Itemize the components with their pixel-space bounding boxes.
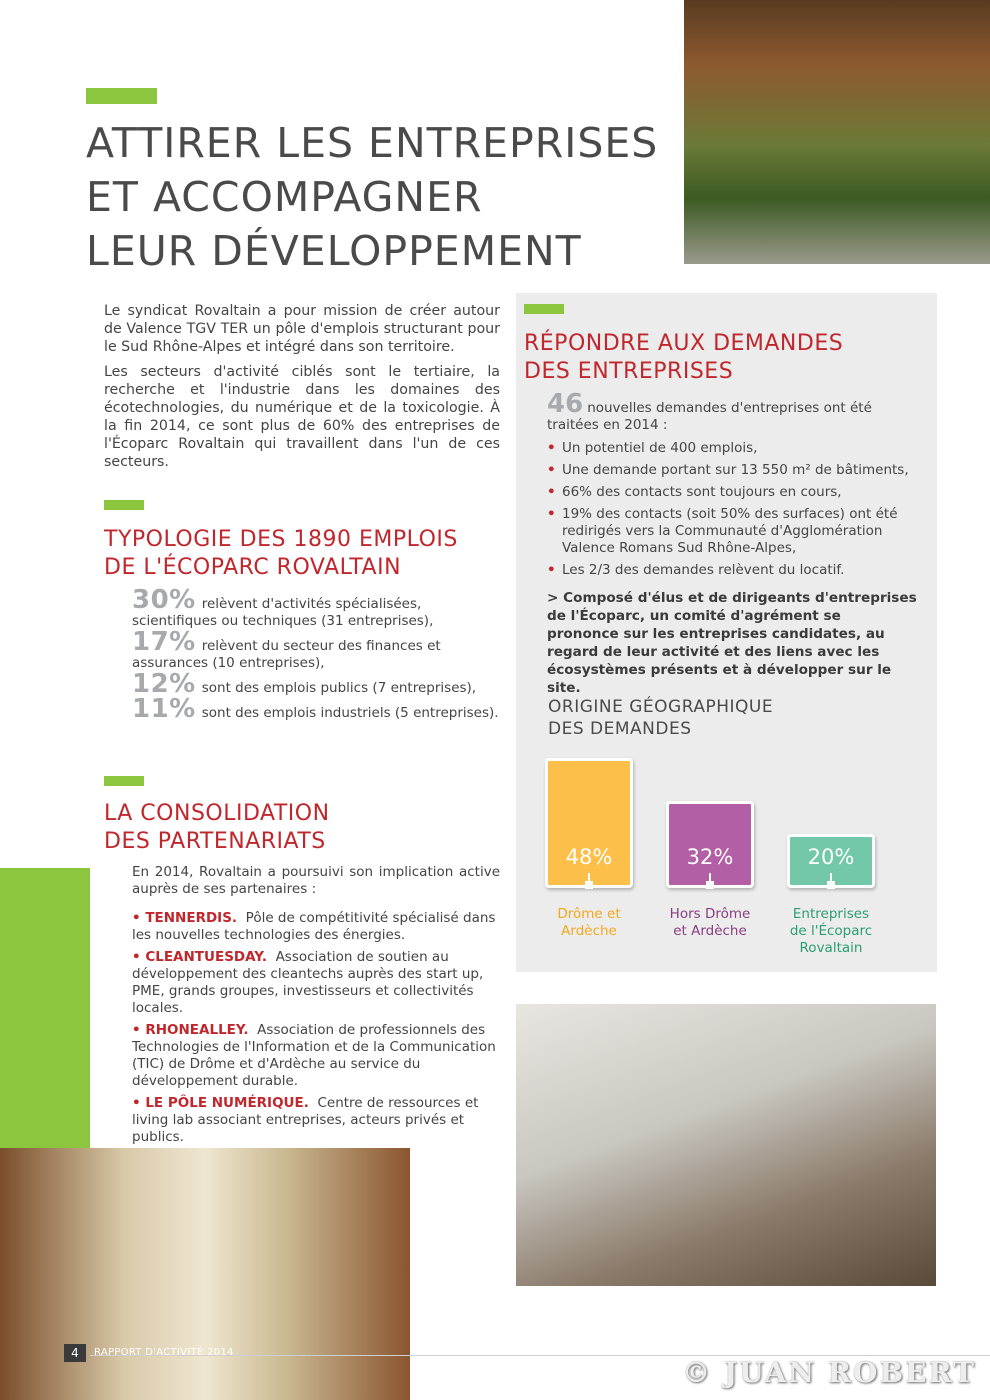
consolidation-title xyxy=(104,800,330,856)
page-title-line: ET ACCOMPAGNER xyxy=(86,173,483,221)
side-accent-block xyxy=(0,868,90,1148)
partner-name: • RHONEALLEY. xyxy=(132,1022,249,1038)
stat-item xyxy=(132,585,500,630)
bullet-dot: • xyxy=(547,462,556,478)
demandes-count: 46 xyxy=(547,389,584,419)
chart-category-line: Drôme et xyxy=(557,906,621,922)
footer-label: RAPPORT D'ACTIVITÉ 2014 xyxy=(94,1347,234,1358)
chart-value-label: 20% xyxy=(807,845,855,869)
stat-number: 17% xyxy=(132,627,196,657)
bullet-text: Les 2/3 des demandes relèvent du locatif. xyxy=(562,562,845,578)
stat-item xyxy=(132,627,500,672)
building-photo xyxy=(684,0,990,264)
chart-title-line: ORIGINE GÉOGRAPHIQUE xyxy=(548,697,774,717)
partner-item xyxy=(132,949,500,1017)
partner-item xyxy=(132,910,500,944)
stat-text: relèvent d'activités spécialisées, scientifiques ou techniques (31 entreprises), xyxy=(132,596,434,629)
section-title-line: DE L'ÉCOPARC ROVALTAIN xyxy=(104,555,402,580)
chart-category-line: Entreprises xyxy=(792,906,870,922)
partner-name: • TENNERDIS. xyxy=(132,910,238,926)
bullet-dot: • xyxy=(547,506,556,522)
bullet-text: 19% des contacts (soit 50% des surfaces) ont été redirigés vers la Communauté d'Agglomération Valence Romans Sud Rhône-Alpes, xyxy=(562,506,898,556)
lab-visit-photo xyxy=(516,1004,936,1286)
intro-paragraph: Les secteurs d'activité ciblés sont le tertiaire, la recherche et l'industrie dans les domaines des écotechnologies, du numérique et de la toxicologie. À la fin 2014, ce sont plus de 60% des entreprises de l'Écoparc Rovaltain qui travaillent dans l'un de ces secteurs. xyxy=(104,364,500,470)
chart-category-line: Ardèche xyxy=(561,923,617,939)
partner-item xyxy=(132,1022,500,1090)
intro-paragraph: Le syndicat Rovaltain a pour mission de créer autour de Valence TGV TER un pôle d'emplois structurant pour le Sud Rhône-Alpes et intégré dans son territoire. xyxy=(104,303,500,355)
section-title-line: RÉPONDRE AUX DEMANDES xyxy=(524,331,844,356)
section-accent-bar xyxy=(104,500,144,510)
bullet-dot: • xyxy=(547,440,556,456)
chart-bar xyxy=(545,758,633,888)
chart-category-label xyxy=(525,906,653,940)
partner-description: Association de professionnels des Technologies de l'Information et de la Communication (TIC) de Drôme et d'Ardèche au service du développement durable. xyxy=(132,1022,496,1089)
page-title-line: ATTIRER LES ENTREPRISES xyxy=(86,119,659,167)
demandes-lead-text: nouvelles demandes d'entreprises ont été traitées en 2014 : xyxy=(547,400,872,433)
chart-bar-tick xyxy=(588,873,590,885)
chart-bar xyxy=(787,834,875,888)
stat-number: 12% xyxy=(132,669,196,699)
partner-description: Pôle de compétitivité spécialisé dans les nouvelles technologies des énergies. xyxy=(132,910,496,943)
bullet-text: Une demande portant sur 13 550 m² de bâtiments, xyxy=(562,462,909,478)
bullet-dot: • xyxy=(547,484,556,500)
stat-text: relèvent du secteur des finances et assurances (10 entreprises), xyxy=(132,638,441,671)
demandes-title xyxy=(524,330,843,386)
chart-category-line: Hors Drôme xyxy=(669,906,751,922)
bullet-item xyxy=(547,484,917,501)
chart-category-label xyxy=(646,906,774,940)
photo-watermark: © JUAN ROBERT xyxy=(682,1356,976,1389)
section-title-line: LA CONSOLIDATION xyxy=(104,801,330,826)
title-accent-bar xyxy=(86,88,157,104)
page-title xyxy=(86,116,676,278)
chart-category-line: de l'Écoparc xyxy=(789,923,873,939)
section-title-line: TYPOLOGIE DES 1890 EMPLOIS xyxy=(104,527,458,552)
section-title-line: DES ENTREPRISES xyxy=(524,359,734,384)
chart-category-label xyxy=(767,906,895,957)
atrium-photo xyxy=(0,1148,410,1400)
bullet-text: 66% des contacts sont toujours en cours, xyxy=(562,484,842,500)
intro-text xyxy=(104,302,500,478)
chart-value-label: 48% xyxy=(565,845,613,869)
chart-bar-tick xyxy=(830,873,832,885)
stat-text: sont des emplois publics (7 entreprises), xyxy=(201,680,477,696)
partner-description: Association de soutien au développement des cleantechs auprès des start up, PME, grands groupes, investisseurs et collectivités locales. xyxy=(132,949,484,1016)
bullet-item xyxy=(547,562,917,579)
partners-lead: En 2014, Rovaltain a poursuivi son implication active auprès de ses partenaires : xyxy=(132,864,500,897)
chart-category-line: et Ardèche xyxy=(673,923,747,939)
partner-name: • LE PÔLE NUMÉRIQUE. xyxy=(132,1095,309,1111)
bullet-item xyxy=(547,462,917,479)
chart-category-line: Rovaltain xyxy=(799,940,863,956)
stat-number: 30% xyxy=(132,585,196,615)
chart-value-label: 32% xyxy=(686,845,734,869)
demandes-bullets xyxy=(547,440,917,579)
chart-bar-tick xyxy=(709,873,711,885)
bullet-dot: • xyxy=(547,562,556,578)
page-title-line: LEUR DÉVELOPPEMENT xyxy=(86,227,582,275)
demandes-lead xyxy=(547,389,917,434)
partner-name: • CLEANTUESDAY. xyxy=(132,949,267,965)
typologie-stats xyxy=(132,585,500,726)
bullet-item xyxy=(547,440,917,457)
stat-text: sont des emplois industriels (5 entreprises). xyxy=(201,705,499,721)
section-accent-bar xyxy=(524,304,564,314)
section-title-line: DES PARTENARIATS xyxy=(104,829,326,854)
demandes-text xyxy=(547,389,917,697)
stat-number: 11% xyxy=(132,694,196,724)
stat-item xyxy=(132,694,500,724)
bullet-item xyxy=(547,506,917,557)
chart-title-line: DES DEMANDES xyxy=(548,719,692,739)
partners-block xyxy=(132,864,500,1151)
bullet-text: Un potentiel de 400 emplois, xyxy=(562,440,758,456)
typologie-title xyxy=(104,526,458,582)
partner-description: Centre de ressources et living lab associant entreprises, acteurs privés et publics. xyxy=(132,1095,479,1145)
chart-bar xyxy=(666,801,754,888)
page-number: 4 xyxy=(64,1344,86,1362)
section-accent-bar xyxy=(104,776,144,786)
comite-note: > Composé d'élus et de dirigeants d'entreprises de l'Écoparc, un comité d'agrément se prononce sur les entreprises candidates, au regard de leur activité et des liens avec les écosystèmes présents et à développer sur le site. xyxy=(547,590,917,696)
partner-item xyxy=(132,1095,500,1146)
chart-title xyxy=(548,696,773,740)
